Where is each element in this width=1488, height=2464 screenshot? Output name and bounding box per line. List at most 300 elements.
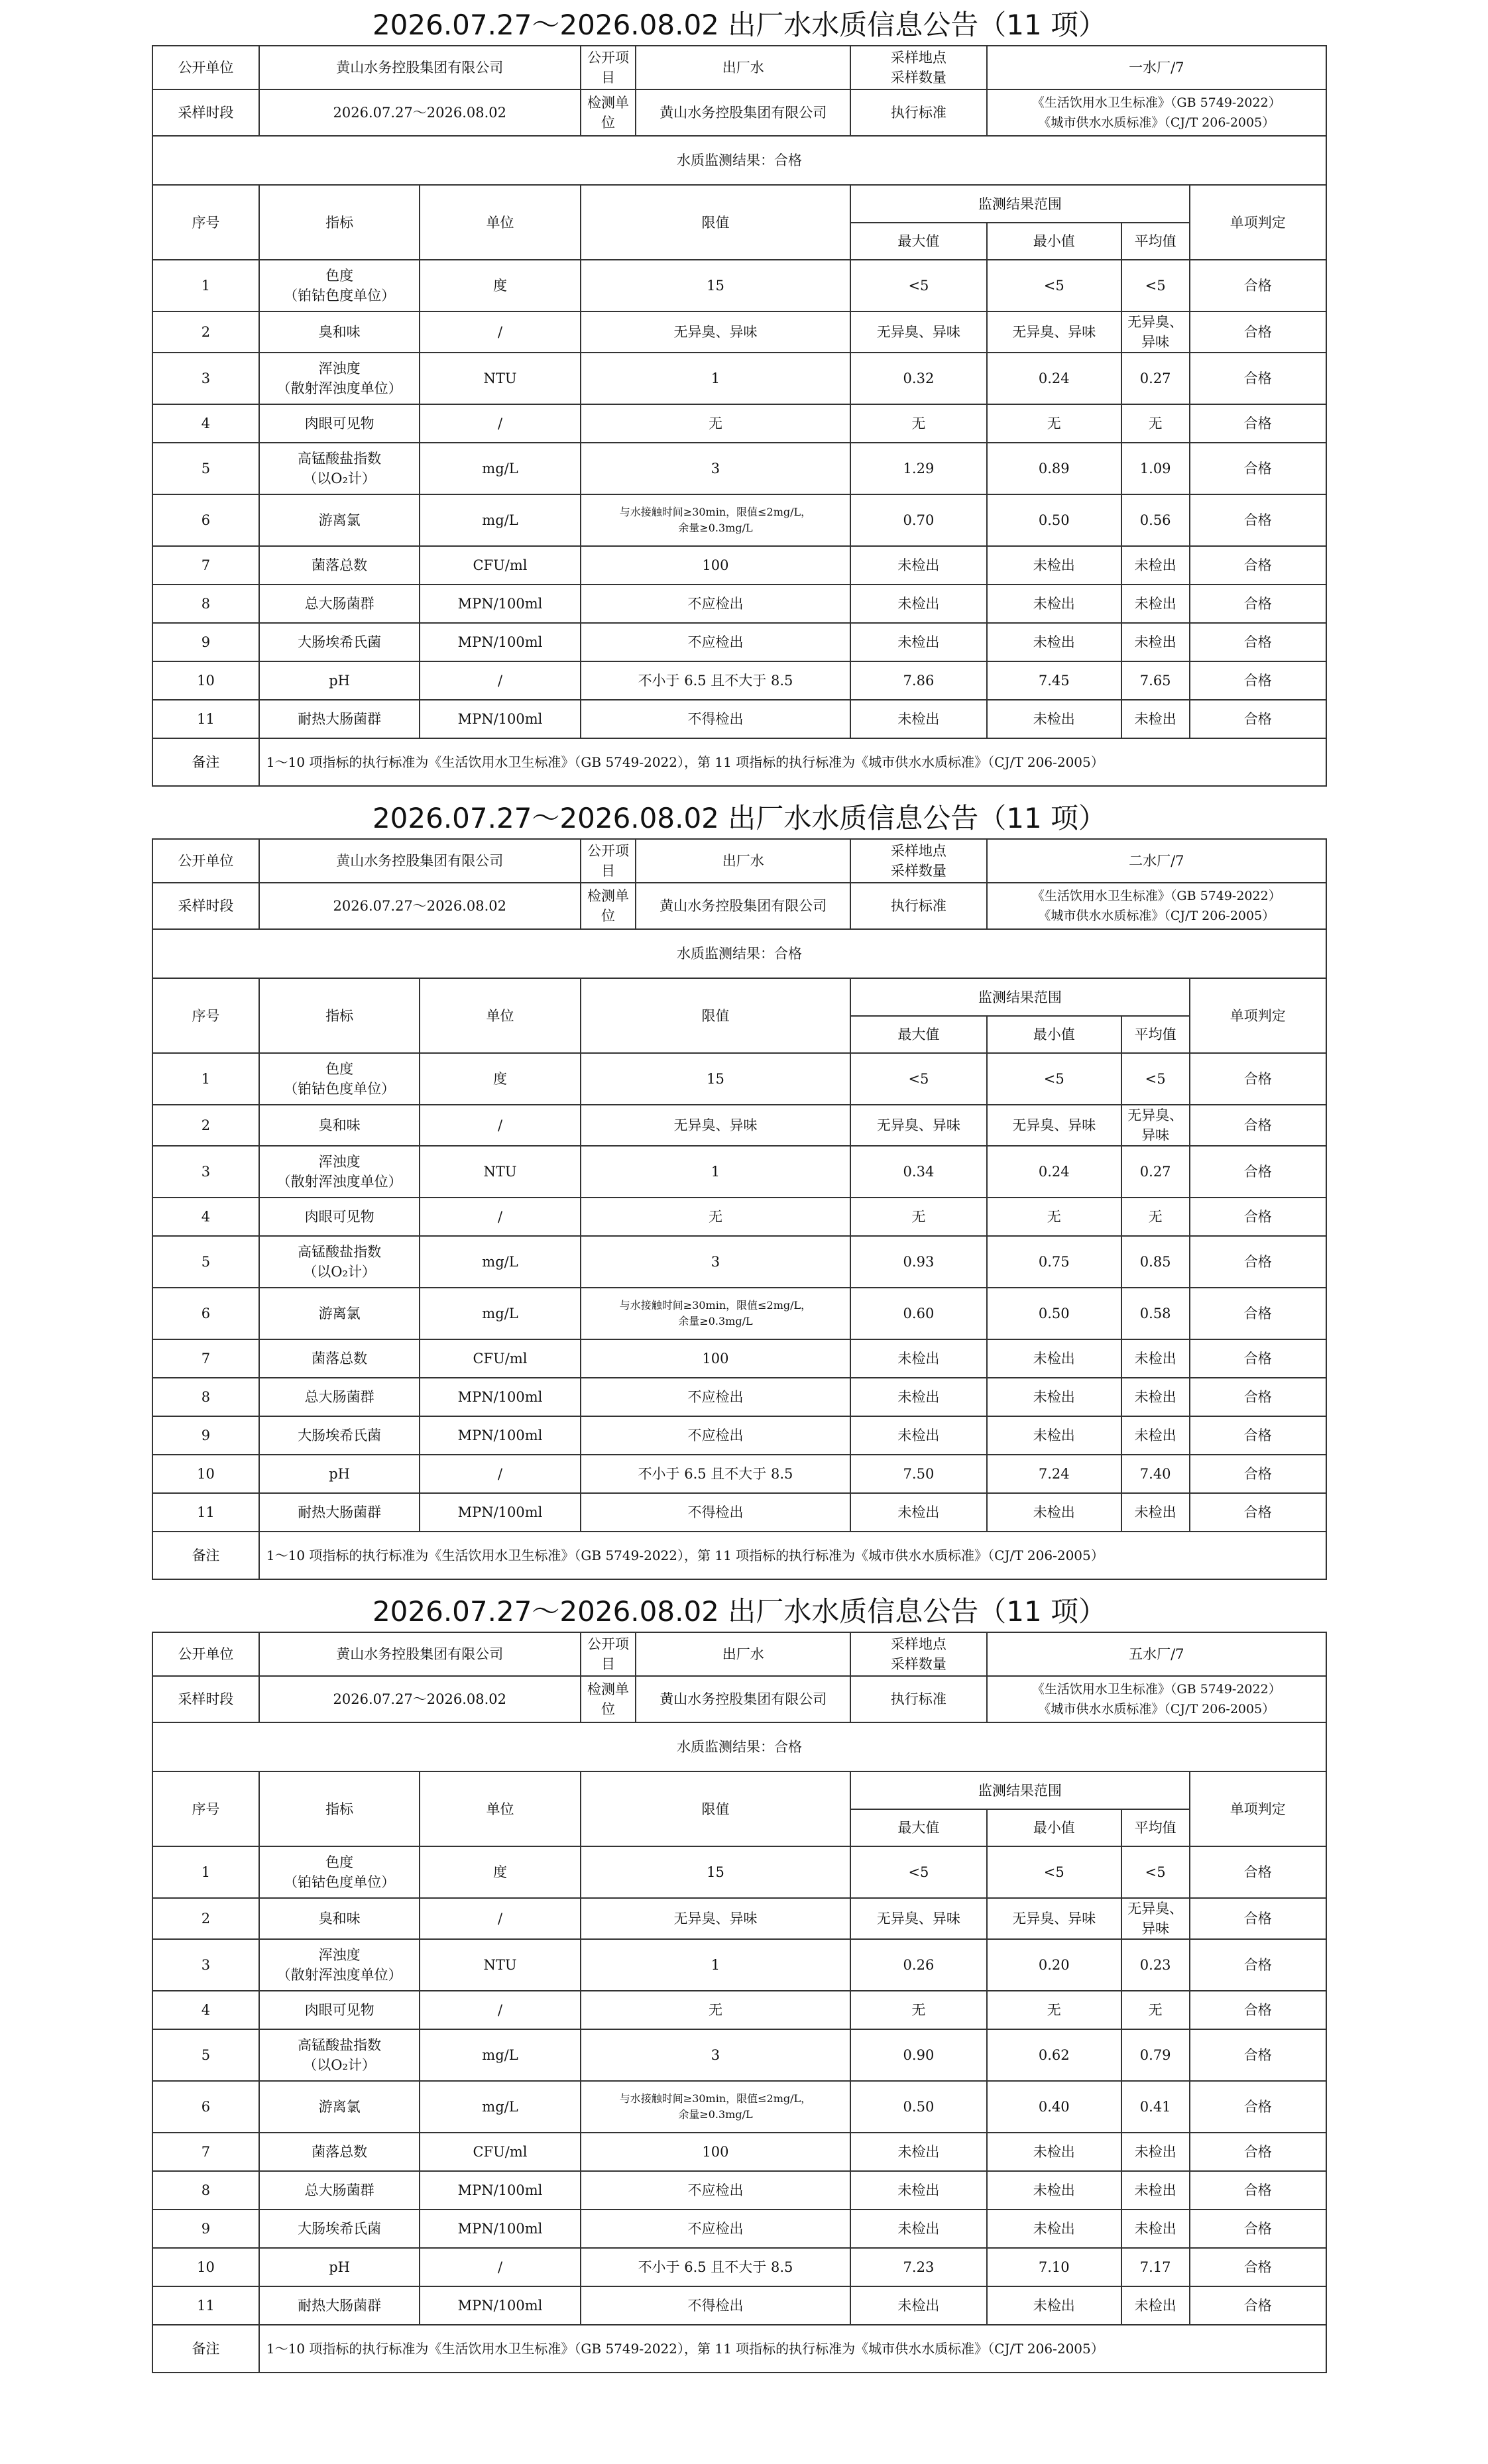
cell-max	[850, 2248, 986, 2286]
cell-min-text: <5	[1043, 1071, 1064, 1087]
cell-unit-text: /	[497, 2259, 503, 2275]
cell-no	[152, 546, 259, 585]
table-row	[152, 1455, 1326, 1493]
cell-unit	[420, 2210, 580, 2248]
cell-avg-text: 无	[1148, 416, 1163, 431]
unit-label: 公开单位	[152, 1632, 259, 1676]
cell-indicator	[259, 2029, 420, 2081]
cell-limit-text: 15	[707, 278, 724, 294]
cell-avg	[1121, 1846, 1190, 1898]
cell-unit	[420, 353, 580, 404]
col-unit: 单位	[420, 1771, 580, 1846]
note-label: 备注	[152, 1532, 259, 1579]
cell-judge-text: 合格	[1243, 1911, 1272, 1927]
cell-judge-text: 合格	[1243, 2259, 1272, 2275]
cell-max	[850, 2286, 986, 2325]
cell-limit	[581, 1939, 851, 1991]
cell-limit-text: 不应检出	[687, 596, 744, 612]
cell-limit-text: 15	[707, 1864, 724, 1880]
table-row	[152, 2248, 1326, 2286]
cell-no-text: 10	[197, 1466, 215, 1482]
cell-limit	[581, 1991, 851, 2029]
col-min: 最小值	[987, 223, 1121, 260]
col-max: 最大值	[850, 1016, 986, 1053]
cell-indicator	[259, 1339, 420, 1378]
cell-no	[152, 443, 259, 494]
cell-judge	[1190, 443, 1327, 494]
cell-min-text: 0.50	[1038, 512, 1070, 528]
cell-avg	[1121, 2081, 1190, 2133]
table-row	[152, 2081, 1326, 2133]
cell-min	[987, 546, 1121, 585]
cell-judge-text: 合格	[1243, 1428, 1272, 1443]
cell-avg	[1121, 2171, 1190, 2210]
cell-max-text: 未检出	[897, 596, 940, 612]
cell-no	[152, 494, 259, 546]
cell-indicator	[259, 1236, 420, 1288]
cell-indicator	[259, 623, 420, 661]
cell-avg-text: 未检出	[1134, 2298, 1176, 2314]
cell-judge-text: 合格	[1243, 673, 1272, 689]
cell-avg-text: 1.09	[1139, 461, 1171, 476]
cell-max	[850, 494, 986, 546]
cell-max	[850, 1146, 986, 1198]
cell-judge	[1190, 1493, 1327, 1532]
cell-indicator-text: pH	[329, 1466, 350, 1482]
cell-min	[987, 661, 1121, 700]
cell-judge	[1190, 404, 1327, 443]
cell-no	[152, 353, 259, 404]
cell-indicator-text: 臭和味	[318, 1117, 361, 1133]
cell-max	[850, 1416, 986, 1455]
cell-no	[152, 2248, 259, 2286]
cell-min-text: 无	[1047, 1209, 1061, 1225]
table-row	[152, 585, 1326, 623]
cell-judge-text: 合格	[1243, 370, 1272, 386]
cell-min	[987, 700, 1121, 738]
cell-min	[987, 2133, 1121, 2171]
cell-min-text: 未检出	[1033, 634, 1075, 650]
cell-limit	[581, 443, 851, 494]
cell-max	[850, 353, 986, 404]
table-row	[152, 2286, 1326, 2325]
cell-max	[850, 2133, 986, 2171]
cell-unit-text: MPN/100ml	[457, 2298, 543, 2314]
cell-unit	[420, 2029, 580, 2081]
cell-judge	[1190, 1991, 1327, 2029]
cell-max-text: 未检出	[897, 1428, 940, 1443]
cell-min	[987, 1493, 1121, 1532]
cell-no	[152, 2171, 259, 2210]
cell-max	[850, 2029, 986, 2081]
site-label	[850, 1632, 986, 1676]
cell-no	[152, 2133, 259, 2171]
cell-judge	[1190, 1053, 1327, 1105]
cell-avg	[1121, 623, 1190, 661]
cell-avg-text: 0.58	[1139, 1306, 1171, 1321]
cell-min-text: 0.89	[1038, 461, 1070, 476]
cell-avg	[1121, 1053, 1190, 1105]
cell-min-text: 未检出	[1033, 2298, 1075, 2314]
cell-min	[987, 2171, 1121, 2210]
cell-limit-text: 不得检出	[687, 2298, 744, 2314]
cell-limit	[581, 2248, 851, 2286]
col-judge: 单项判定	[1190, 185, 1327, 260]
cell-indicator-text: 浑浊度	[318, 1154, 361, 1170]
cell-min	[987, 443, 1121, 494]
cell-avg	[1121, 700, 1190, 738]
cell-no	[152, 1288, 259, 1339]
cell-min	[987, 404, 1121, 443]
item-label: 公开项目	[581, 46, 636, 89]
cell-indicator-text: （以O₂计）	[303, 471, 376, 486]
item-value: 出厂水	[636, 839, 850, 883]
cell-max-text: 未检出	[897, 1504, 940, 1520]
period-label: 采样时段	[152, 89, 259, 136]
cell-judge	[1190, 353, 1327, 404]
cell-avg-text: 无	[1148, 2002, 1163, 2018]
cell-indicator-text: 耐热大肠菌群	[298, 711, 382, 727]
cell-judge	[1190, 260, 1327, 311]
table-row	[152, 546, 1326, 585]
cell-no-text: 8	[201, 596, 211, 612]
cell-judge-text: 合格	[1243, 1209, 1272, 1225]
lab-label: 检测单位	[581, 89, 636, 136]
cell-no-text: 3	[201, 370, 211, 386]
cell-avg	[1121, 2133, 1190, 2171]
cell-min	[987, 1288, 1121, 1339]
cell-limit	[581, 1378, 851, 1416]
cell-no-text: 6	[201, 2099, 211, 2115]
item-value: 出厂水	[636, 46, 850, 89]
cell-max	[850, 260, 986, 311]
cell-limit	[581, 2210, 851, 2248]
lab-label: 检测单位	[581, 1676, 636, 1722]
cell-no	[152, 1339, 259, 1378]
table-row	[152, 661, 1326, 700]
cell-no-text: 2	[201, 324, 211, 340]
cell-indicator	[259, 700, 420, 738]
cell-unit	[420, 1339, 580, 1378]
cell-avg-text: 未检出	[1134, 711, 1176, 727]
cell-unit-text: mg/L	[482, 461, 518, 476]
cell-avg	[1121, 1416, 1190, 1455]
table-row	[152, 311, 1326, 353]
cell-no	[152, 311, 259, 353]
cell-judge	[1190, 1198, 1327, 1236]
report-table	[152, 838, 1327, 1580]
cell-avg-text: 未检出	[1134, 1504, 1176, 1520]
cell-min-text: 7.24	[1038, 1466, 1070, 1482]
cell-max-text: 无异臭、异味	[876, 1911, 960, 1927]
cell-avg-text: 0.27	[1139, 1164, 1171, 1180]
cell-min-text: 7.10	[1038, 2259, 1070, 2275]
cell-min	[987, 1378, 1121, 1416]
cell-max-text: 7.50	[903, 1466, 935, 1482]
std-value	[987, 89, 1326, 136]
cell-limit	[581, 353, 851, 404]
cell-no-text: 9	[201, 1428, 211, 1443]
cell-unit-text: MPN/100ml	[457, 634, 543, 650]
col-judge: 单项判定	[1190, 1771, 1327, 1846]
cell-max-text: 未检出	[897, 2182, 940, 2198]
cell-indicator	[259, 546, 420, 585]
cell-indicator	[259, 1416, 420, 1455]
std-label: 执行标准	[850, 89, 986, 136]
cell-indicator-text: 大肠埃希氏菌	[298, 2221, 382, 2237]
table-row	[152, 1846, 1326, 1898]
cell-indicator-text: pH	[329, 2259, 350, 2275]
cell-max-text: 7.86	[903, 673, 935, 689]
cell-indicator-text: 菌落总数	[312, 2144, 368, 2160]
cell-avg	[1121, 443, 1190, 494]
cell-limit	[581, 260, 851, 311]
cell-no-text: 7	[201, 2144, 211, 2160]
cell-max-text: 无	[911, 2002, 926, 2018]
cell-no	[152, 623, 259, 661]
cell-indicator-text: 臭和味	[318, 324, 361, 340]
cell-judge-text: 合格	[1243, 1117, 1272, 1133]
cell-max	[850, 1339, 986, 1378]
cell-max	[850, 1105, 986, 1146]
cell-min	[987, 1939, 1121, 1991]
cell-min-text: 未检出	[1033, 1351, 1075, 1367]
cell-unit	[420, 623, 580, 661]
cell-max-text: 未检出	[897, 2144, 940, 2160]
period-value: 2026.07.27～2026.08.02	[259, 1676, 581, 1722]
cell-avg	[1121, 1339, 1190, 1378]
col-limit: 限值	[581, 978, 851, 1053]
cell-avg-text: 7.17	[1139, 2259, 1171, 2275]
cell-no	[152, 700, 259, 738]
cell-indicator	[259, 585, 420, 623]
col-avg: 平均值	[1121, 1016, 1190, 1053]
cell-limit-text: 余量≥0.3mg/L	[678, 1315, 753, 1327]
cell-no-text: 8	[201, 2182, 211, 2198]
cell-max	[850, 585, 986, 623]
cell-indicator	[259, 1939, 420, 1991]
cell-indicator-text: 高锰酸盐指数	[298, 451, 382, 467]
col-range: 监测结果范围	[850, 185, 1189, 223]
cell-min-text: 0.24	[1038, 370, 1070, 386]
cell-unit-text: /	[497, 1117, 503, 1133]
cell-min-text: 未检出	[1033, 2221, 1075, 2237]
cell-avg-text: 无异臭、异味	[1127, 1901, 1184, 1936]
cell-avg-text: <5	[1145, 278, 1166, 294]
cell-min-text: 无异臭、异味	[1012, 324, 1096, 340]
cell-indicator-text: 耐热大肠菌群	[298, 2298, 382, 2314]
cell-unit-text: 度	[493, 1864, 507, 1880]
cell-indicator-text: 游离氯	[318, 2099, 361, 2115]
cell-limit	[581, 1105, 851, 1146]
cell-unit-text: CFU/ml	[473, 2144, 528, 2160]
cell-avg	[1121, 1493, 1190, 1532]
cell-judge-text: 合格	[1243, 1254, 1272, 1270]
cell-unit-text: 度	[493, 1071, 507, 1087]
col-no: 序号	[152, 185, 259, 260]
cell-avg-text: 未检出	[1134, 596, 1176, 612]
cell-max-text: 0.60	[903, 1306, 935, 1321]
cell-no-text: 5	[201, 1254, 211, 1270]
cell-indicator	[259, 2133, 420, 2171]
cell-indicator-text: 菌落总数	[312, 557, 368, 573]
std-value	[987, 883, 1326, 929]
cell-unit	[420, 1236, 580, 1288]
cell-judge	[1190, 1236, 1327, 1288]
cell-indicator-text: 耐热大肠菌群	[298, 1504, 382, 1520]
cell-unit-text: /	[497, 416, 503, 431]
site-label-line: 采样地点	[890, 50, 946, 66]
cell-judge-text: 合格	[1243, 634, 1272, 650]
cell-no	[152, 404, 259, 443]
cell-no-text: 6	[201, 1306, 211, 1321]
cell-no	[152, 2210, 259, 2248]
cell-min-text: 未检出	[1033, 2182, 1075, 2198]
cell-limit	[581, 2081, 851, 2133]
cell-avg	[1121, 1991, 1190, 2029]
cell-unit	[420, 1493, 580, 1532]
cell-limit	[581, 546, 851, 585]
std-line: 《城市供水水质标准》（CJ/T 206-2005）	[1038, 909, 1275, 923]
cell-limit	[581, 1236, 851, 1288]
col-indicator: 指标	[259, 1771, 420, 1846]
cell-max-text: 0.26	[903, 1957, 935, 1973]
cell-max	[850, 2210, 986, 2248]
cell-min	[987, 1198, 1121, 1236]
cell-unit-text: MPN/100ml	[457, 1504, 543, 1520]
lab-value: 黄山水务控股集团有限公司	[636, 1676, 850, 1722]
cell-min	[987, 353, 1121, 404]
cell-min-text: 无异臭、异味	[1012, 1117, 1096, 1133]
cell-avg-text: <5	[1145, 1071, 1166, 1087]
cell-indicator-text: 肉眼可见物	[304, 2002, 374, 2018]
cell-min	[987, 2081, 1121, 2133]
cell-avg	[1121, 1455, 1190, 1493]
table-row	[152, 494, 1326, 546]
cell-unit-text: /	[497, 1209, 503, 1225]
cell-judge	[1190, 2248, 1327, 2286]
cell-min	[987, 1416, 1121, 1455]
table-row	[152, 1991, 1326, 2029]
cell-judge	[1190, 1939, 1327, 1991]
cell-unit	[420, 1288, 580, 1339]
cell-no-text: 2	[201, 1911, 211, 1927]
cell-no-text: 11	[197, 2298, 215, 2314]
cell-indicator-text: 色度	[325, 1854, 354, 1870]
cell-limit-text: 1	[711, 1957, 720, 1973]
cell-no-text: 5	[201, 2047, 211, 2063]
period-value: 2026.07.27～2026.08.02	[259, 883, 581, 929]
cell-min-text: 未检出	[1033, 557, 1075, 573]
cell-avg	[1121, 311, 1190, 353]
cell-no-text: 2	[201, 1117, 211, 1133]
cell-no	[152, 1105, 259, 1146]
cell-indicator-text: （散射浑浊度单位）	[276, 380, 402, 396]
cell-indicator	[259, 2171, 420, 2210]
cell-max	[850, 1991, 986, 2029]
report-table	[152, 45, 1327, 787]
cell-limit	[581, 1288, 851, 1339]
cell-unit-text: NTU	[483, 370, 517, 386]
cell-unit	[420, 700, 580, 738]
cell-judge	[1190, 494, 1327, 546]
cell-min	[987, 2210, 1121, 2248]
col-judge: 单项判定	[1190, 978, 1327, 1053]
cell-judge	[1190, 546, 1327, 585]
cell-unit-text: NTU	[483, 1164, 517, 1180]
data-rows	[152, 260, 1326, 738]
cell-limit-text: 余量≥0.3mg/L	[678, 2108, 753, 2121]
cell-min-text: 0.24	[1038, 1164, 1070, 1180]
std-line: 《城市供水水质标准》（CJ/T 206-2005）	[1038, 115, 1275, 130]
col-range: 监测结果范围	[850, 1771, 1189, 1809]
cell-no-text: 6	[201, 512, 211, 528]
cell-judge	[1190, 1288, 1327, 1339]
cell-limit	[581, 1416, 851, 1455]
cell-indicator-text: 臭和味	[318, 1911, 361, 1927]
cell-indicator	[259, 1053, 420, 1105]
cell-unit-text: mg/L	[482, 1306, 518, 1321]
table-row	[152, 353, 1326, 404]
cell-min-text: <5	[1043, 1864, 1064, 1880]
item-value: 出厂水	[636, 1632, 850, 1676]
cell-unit	[420, 1378, 580, 1416]
cell-min-text: 未检出	[1033, 1428, 1075, 1443]
unit-value: 黄山水务控股集团有限公司	[259, 1632, 581, 1676]
cell-avg-text: 未检出	[1134, 1428, 1176, 1443]
cell-max	[850, 2081, 986, 2133]
cell-avg-text: 7.40	[1139, 1466, 1171, 1482]
cell-max-text: 0.50	[903, 2099, 935, 2115]
table-row	[152, 1198, 1326, 1236]
cell-judge-text: 合格	[1243, 2002, 1272, 2018]
cell-judge-text: 合格	[1243, 416, 1272, 431]
cell-judge	[1190, 2133, 1327, 2171]
cell-no-text: 10	[197, 673, 215, 689]
site-label	[850, 839, 986, 883]
cell-unit-text: CFU/ml	[473, 1351, 528, 1367]
cell-max-text: 无异臭、异味	[876, 324, 960, 340]
cell-no	[152, 1846, 259, 1898]
cell-no-text: 4	[201, 1209, 211, 1225]
cell-no-text: 3	[201, 1957, 211, 1973]
cell-indicator-text: （散射浑浊度单位）	[276, 1967, 402, 1983]
col-unit: 单位	[420, 185, 580, 260]
col-min: 最小值	[987, 1809, 1121, 1846]
cell-indicator-text: 菌落总数	[312, 1351, 368, 1367]
cell-no-text: 3	[201, 1164, 211, 1180]
table-row	[152, 1939, 1326, 1991]
cell-no-text: 11	[197, 711, 215, 727]
cell-unit	[420, 2081, 580, 2133]
cell-min	[987, 1339, 1121, 1378]
cell-judge-text: 合格	[1243, 596, 1272, 612]
cell-indicator-text: 游离氯	[318, 512, 361, 528]
cell-judge-text: 合格	[1243, 711, 1272, 727]
cell-max	[850, 2171, 986, 2210]
cell-max-text: 未检出	[897, 1351, 940, 1367]
cell-indicator	[259, 404, 420, 443]
cell-min	[987, 1236, 1121, 1288]
cell-indicator-text: 大肠埃希氏菌	[298, 634, 382, 650]
table-row	[152, 1339, 1326, 1378]
cell-unit-text: NTU	[483, 1957, 517, 1973]
cell-limit-text: 不应检出	[687, 634, 744, 650]
cell-avg-text: 无异臭、异味	[1127, 314, 1184, 350]
cell-limit	[581, 585, 851, 623]
cell-avg	[1121, 494, 1190, 546]
cell-judge-text: 合格	[1243, 2221, 1272, 2237]
